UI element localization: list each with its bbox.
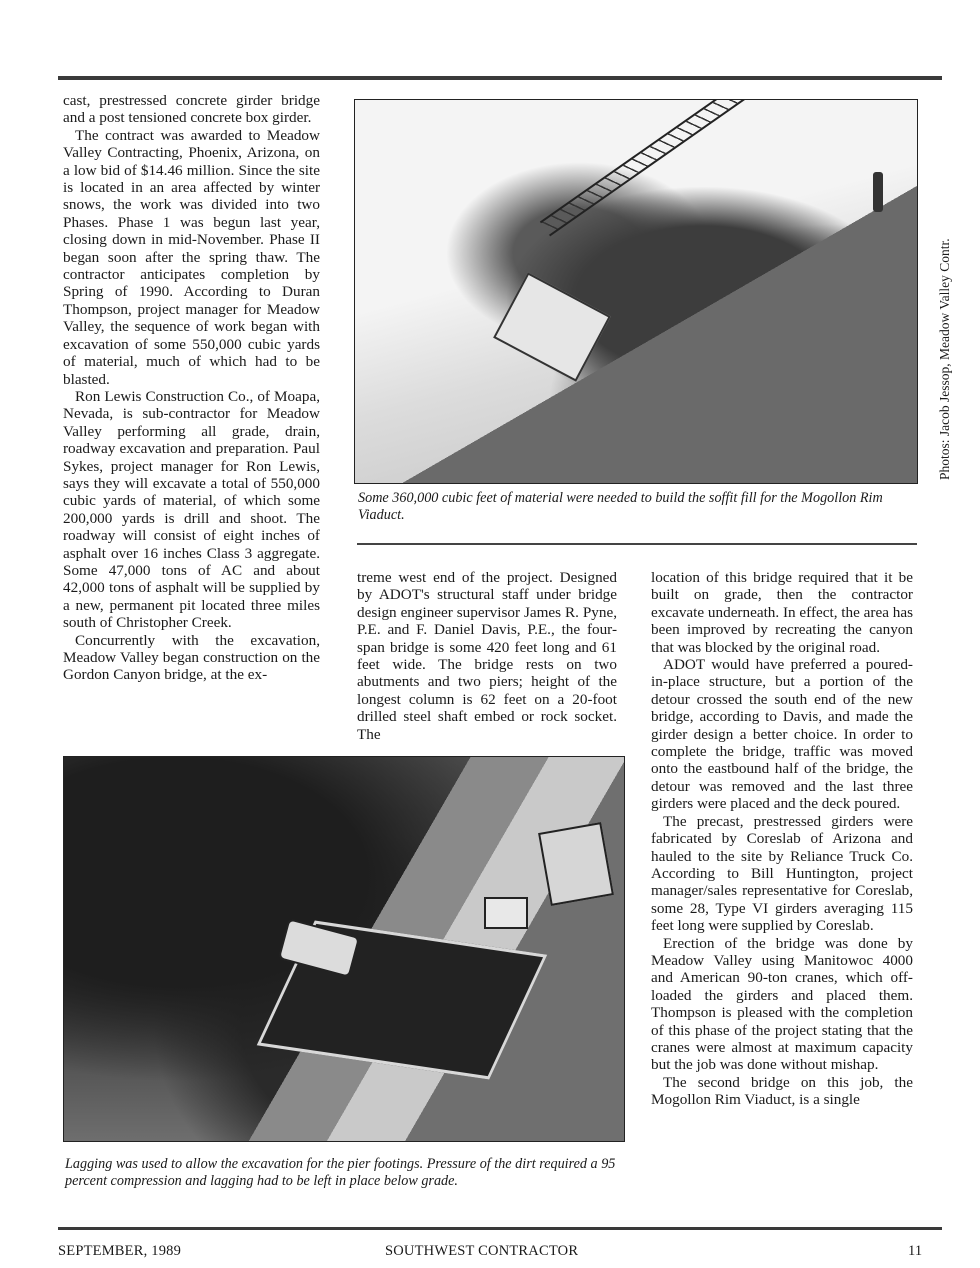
paragraph: treme west end of the project. Designed by ADOT's structural staff under bridge design engineer supervisor James R. Pyne, P.E. and F. Daniel Davis, P.E., the four-span bridge is some 420 feet long and 61 feet wide. The bridge rests on two abutments and two piers; height of the longest column is 62 feet on a 20-foot drilled steel shaft embed or rock socket. The — [357, 569, 617, 743]
footer-publication: SOUTHWEST CONTRACTOR — [385, 1243, 579, 1259]
paragraph: Ron Lewis Construction Co., of Moapa, Nevada, is sub-contractor for Meadow Valley performing all grade, drain, roadway excavation and preparation. Paul Sykes, project manager for Ron Lewis, says they will excavate a total of 550,000 cubic yards of material, of which some 200,000 yards is drill and shoot. The roadway will consist of eight inches of asphalt over 16 inches Class 3 aggregate. Some 47,000 tons of AC and about 42,000 tons of asphalt will be supplied by a new, permanent pit located three miles south of Christopher Creek. — [63, 387, 320, 632]
top-rule — [58, 76, 942, 80]
photo-credit: Photos: Jacob Jessop, Meadow Valley Contr. — [937, 238, 952, 480]
paragraph: Concurrently with the excavation, Meadow Valley began construction on the Gordon Canyon bridge, at the ex- — [63, 631, 320, 684]
article-column-2 — [357, 569, 617, 743]
article-column-3 — [651, 569, 913, 1109]
paragraph: The contract was awarded to Meadow Valley Contracting, Phoenix, Arizona, on a low bid of $14.46 million. Since the site is located in an area affected by winter snows, the work was divided into two Phases. Phase 1 was begun last year, closing down in mid-November. Phase II began soon after the spring thaw. The contractor anticipates completion by Spring of 1990. According to Duran Thompson, project manager for Meadow Valley, the sequence of work began with excavation of some 550,000 cubic yards of material, much of which had to be blasted. — [63, 126, 320, 388]
photo-crane-slope — [354, 99, 918, 484]
crane-body-graphic — [493, 272, 611, 381]
photo-caption-bottom: Lagging was used to allow the excavation for the pier footings. Pressure of the dirt required a 95 percent compression and lagging had to be left in place below grade. — [65, 1156, 616, 1189]
paragraph: location of this bridge required that it be built on grade, then the contractor excavate underneath. In effect, the area has been improved by recreating the canyon that was blocked by the original road. — [651, 569, 913, 656]
crane-rig-graphic — [538, 822, 614, 906]
paragraph: ADOT would have preferred a poured-in-place structure, but a portion of the detour crossed the south end of the new bridge, according to Davis, and made the girder design a better choice. In order to complete the bridge, traffic was moved onto the eastbound half of the bridge, the detour was removed and the last three girders were placed and the deck poured. — [651, 656, 913, 813]
paragraph: Erection of the bridge was done by Meadow Valley using Manitowoc 4000 and American 90-ton cranes, which off-loaded the girders and placed them. Thompson is pleased with the completion of this phase of the project stating that the cranes were almost at maximum capacity but the job was done without mishap. — [651, 934, 913, 1074]
paragraph: The second bridge on this job, the Mogollon Rim Viaduct, is a single — [651, 1073, 913, 1109]
photo-caption-top: Some 360,000 cubic feet of material were needed to build the soffit fill for the Mogollon Rim Viaduct. — [358, 490, 883, 523]
paragraph: cast, prestressed concrete girder bridge and a post tensioned concrete box girder. — [63, 92, 320, 127]
caption-rule — [357, 543, 917, 545]
crane-boom-graphic — [540, 99, 903, 236]
bottom-rule — [58, 1227, 942, 1230]
page-number: 11 — [908, 1243, 923, 1259]
paragraph: The precast, prestressed girders were fabricated by Coreslab of Arizona and hauled to the site by Reliance Truck Co. According to Bill Huntington, project manager/sales representative for Coreslab, some 28, Type VI girders averaging 115 feet long were supplied by Coreslab. — [651, 812, 913, 935]
photo-excavation-pit — [63, 756, 625, 1142]
footer-date: SEPTEMBER, 1989 — [58, 1243, 182, 1259]
truck-graphic — [484, 897, 528, 929]
crane-hook-graphic — [873, 172, 883, 212]
article-column-1 — [63, 92, 320, 684]
